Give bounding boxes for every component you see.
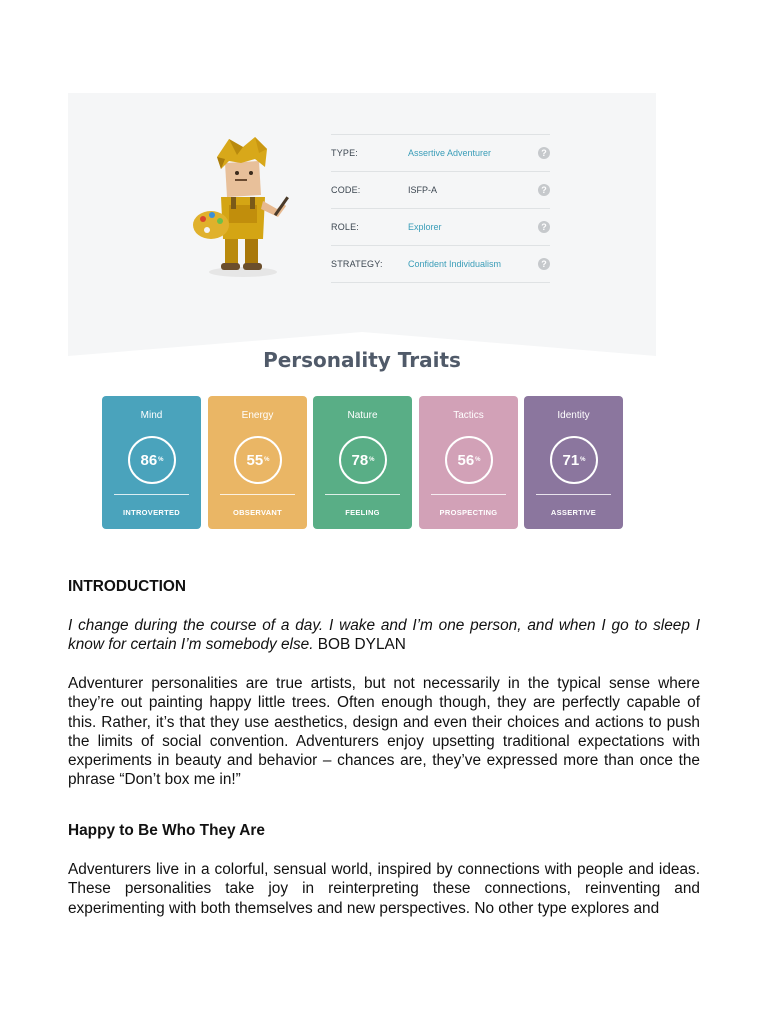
trait-name: Nature: [347, 410, 378, 421]
trait-name: Identity: [557, 410, 590, 421]
trait-name: Tactics: [453, 410, 484, 421]
info-value[interactable]: Confident Individualism: [408, 259, 502, 269]
info-row-role: [331, 208, 550, 245]
trait-label: FEELING: [345, 508, 380, 517]
percent-sign: %: [369, 457, 375, 463]
help-icon[interactable]: ?: [538, 184, 550, 196]
trait-ring: [234, 436, 282, 484]
intro-quote: [68, 616, 700, 655]
trait-value: 56: [457, 451, 475, 469]
percent-sign: %: [264, 457, 270, 463]
section-heading: Happy to Be Who They Are: [68, 822, 265, 839]
trait-card-tactics[interactable]: [419, 396, 518, 529]
info-row-type: [331, 134, 550, 171]
trait-divider: [325, 494, 400, 495]
trait-card-mind[interactable]: [102, 396, 201, 529]
info-key: STRATEGY:: [331, 259, 383, 269]
info-row-strategy: [331, 245, 550, 283]
trait-value: 71: [562, 451, 580, 469]
trait-ring: [128, 436, 176, 484]
trait-label: OBSERVANT: [232, 508, 283, 517]
info-key: CODE:: [331, 185, 361, 195]
info-key: TYPE:: [331, 148, 359, 158]
body-paragraph-2: Adventurers live in a colorful, sensual world, inspired by connections with people and ideas. These personalities take joy in reinterpreting these connections, reinventing and experimenting with both themselves and new perspectives. No other type explores and: [68, 861, 700, 917]
traits-title: Personality Traits: [263, 348, 461, 372]
quote-author: BOB DYLAN: [317, 636, 406, 654]
trait-card-energy[interactable]: [208, 396, 307, 529]
trait-value: 86: [140, 451, 158, 469]
trait-divider: [431, 494, 506, 495]
trait-value: 78: [351, 451, 369, 469]
trait-value: 55: [246, 451, 264, 469]
trait-label: PROSPECTING: [439, 508, 498, 517]
trait-card-identity[interactable]: [524, 396, 623, 529]
painter-adventurer-avatar-icon: [185, 135, 295, 280]
help-icon[interactable]: ?: [538, 147, 550, 159]
intro-heading: INTRODUCTION: [68, 578, 186, 595]
profile-info-table: [331, 134, 550, 283]
quote-text: I change during the course of a day. I wake and I’m one person, and when I go to sleep I know for certain I’m somebody else.: [68, 617, 700, 654]
info-value: ISFP-A: [408, 185, 438, 195]
info-row-code: [331, 171, 550, 208]
body-paragraph-1: Adventurer personalities are true artists, but not necessarily in the typical sense where they’re out painting happy little trees. Often enough though, they are perfectly capable of this. Rather, it’s that they use aesthetics, design and even their choices and actions to push the limits of social convention. Adventurers enjoy upsetting traditional expectations with experiments in beauty and behavior – chances are, they’ve expressed more than once the phrase “Don’t box me in!”: [68, 675, 700, 789]
help-icon[interactable]: ?: [538, 221, 550, 233]
info-value[interactable]: Assertive Adventurer: [408, 148, 492, 158]
percent-sign: %: [475, 457, 481, 463]
trait-label: INTROVERTED: [122, 508, 181, 517]
trait-divider: [536, 494, 611, 495]
trait-name: Mind: [140, 410, 163, 421]
percent-sign: %: [158, 457, 164, 463]
trait-divider: [220, 494, 295, 495]
info-value[interactable]: Explorer: [408, 222, 442, 232]
trait-ring: [339, 436, 387, 484]
trait-name: Energy: [241, 410, 274, 421]
help-icon[interactable]: ?: [538, 258, 550, 270]
trait-card-nature[interactable]: [313, 396, 412, 529]
trait-label: ASSERTIVE: [550, 508, 597, 517]
trait-ring: [445, 436, 493, 484]
percent-sign: %: [580, 457, 586, 463]
trait-ring: [550, 436, 598, 484]
info-key: ROLE:: [331, 222, 360, 232]
trait-divider: [114, 494, 189, 495]
